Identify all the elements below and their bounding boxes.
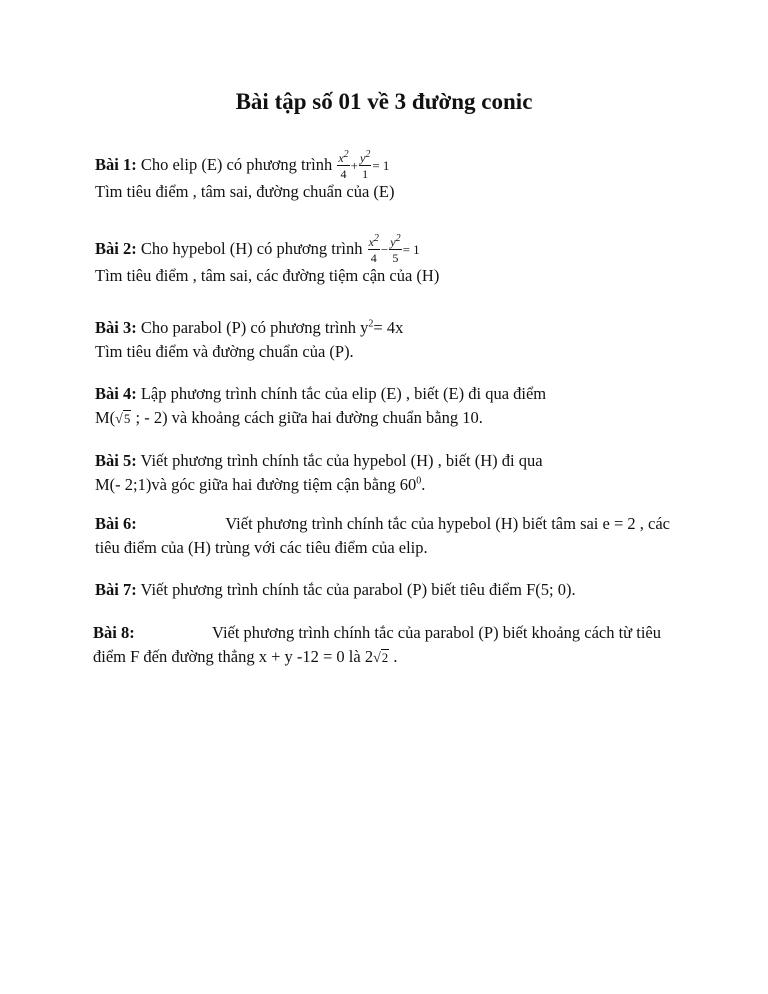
exercise-5-line-1 (95, 449, 670, 473)
exercise-5-degree: 0 (416, 475, 422, 487)
exercise-7-line-1 (95, 578, 670, 602)
sqrt-symbol: √ (115, 412, 123, 427)
exercise-3-line-1 (95, 316, 670, 340)
exercise-1-rhs: = 1 (372, 158, 390, 173)
exercise-2-line-2: Tìm tiêu điểm , tâm sai, các đường tiệm cận của (H) (95, 266, 440, 285)
exercise-7 (95, 578, 670, 602)
exercise-8-line-2: điểm F đến đường thẳng x + y -12 = 0 là 2√2 . (93, 647, 398, 666)
exercise-1-fraction-y: $\frac{y^2}{1}$ (360, 149, 371, 181)
exercise-4-label: Bài 4: (95, 384, 137, 403)
exercise-3-label: Bài 3: (95, 318, 137, 337)
exercise-1-statement: Cho elip (E) có phương trình (140, 154, 333, 174)
exercise-3-statement-end: = 4x (373, 318, 404, 337)
exercise-1-label: Bài 1: (95, 154, 137, 174)
exercise-2 (95, 233, 670, 288)
exercise-2-operator: − (380, 242, 389, 257)
exercise-4-line-1 (95, 382, 670, 406)
exercise-7-label: Bài 7: (95, 580, 137, 599)
exercise-8-label: Bài 8: (93, 623, 135, 642)
exercise-8-statement: Viết phương trình chính tắc của parabol (P) biết khoảng cách từ tiêu (212, 623, 661, 642)
exercise-6-line-1 (95, 512, 670, 536)
exercise-2-statement: Cho hypebol (H) có phương trình (140, 238, 363, 258)
exercise-3-line-2: Tìm tiêu điểm và đường chuẩn của (P). (95, 342, 354, 361)
exercise-4-statement: Lập phương trình chính tắc của elip (E) , biết (E) đi qua điểm (140, 384, 547, 403)
exercise-7-statement: Viết phương trình chính tắc của parabol (P) biết tiêu điểm F(5; 0). (140, 580, 576, 599)
exercise-8-line-1 (93, 621, 661, 645)
exercise-4-line-2: M(√5 ; - 2) và khoảng cách giữa hai đường chuẩn bằng 10. (95, 408, 483, 427)
exercise-6-statement: Viết phương trình chính tắc của hypebol (H) biết tâm sai e = 2 , các (225, 514, 670, 533)
exercise-8-root: 2 (381, 650, 389, 665)
exercise-6 (95, 512, 670, 560)
exercise-5 (95, 449, 670, 497)
exercise-1-line-1 (95, 149, 670, 181)
exercise-5-label: Bài 5: (95, 451, 137, 470)
exercise-4-root: 5 (123, 411, 131, 426)
exercise-2-line-1 (95, 233, 670, 265)
exercise-8 (93, 621, 661, 671)
exercise-3-exponent: 2 (368, 318, 374, 330)
exercise-2-fraction-y: $\frac{y^2}{5}$ (390, 233, 401, 265)
exercise-2-label: Bài 2: (95, 238, 137, 258)
exercise-2-rhs: = 1 (402, 242, 420, 257)
exercise-5-line-2: M(- 2;1)và góc giữa hai đường tiệm cận bằng $60^0$. (95, 475, 426, 494)
exercise-1-line-2: Tìm tiêu điểm , tâm sai, đường chuẩn của (E) (95, 182, 395, 201)
exercise-6-label: Bài 6: (95, 514, 137, 533)
sqrt-symbol: √ (373, 651, 381, 666)
exercise-4 (95, 382, 670, 432)
exercise-3 (95, 316, 670, 364)
exercise-1 (95, 149, 670, 204)
exercise-6-line-2: tiêu điểm của (H) trùng với các tiêu điểm của elip. (95, 538, 428, 557)
exercise-1-fraction-x: $\frac{x^2}{4}$ (338, 149, 349, 181)
page-title: Bài tập số 01 về 3 đường conic (235, 89, 533, 114)
exercise-1-operator: + (350, 158, 358, 173)
exercise-2-fraction-x: $\frac{x^2}{4}$ (368, 233, 379, 265)
exercise-3-statement: Cho parabol (P) có phương trình y (140, 318, 369, 337)
exercise-5-statement: Viết phương trình chính tắc của hypebol (H) , biết (H) đi qua (140, 451, 543, 470)
